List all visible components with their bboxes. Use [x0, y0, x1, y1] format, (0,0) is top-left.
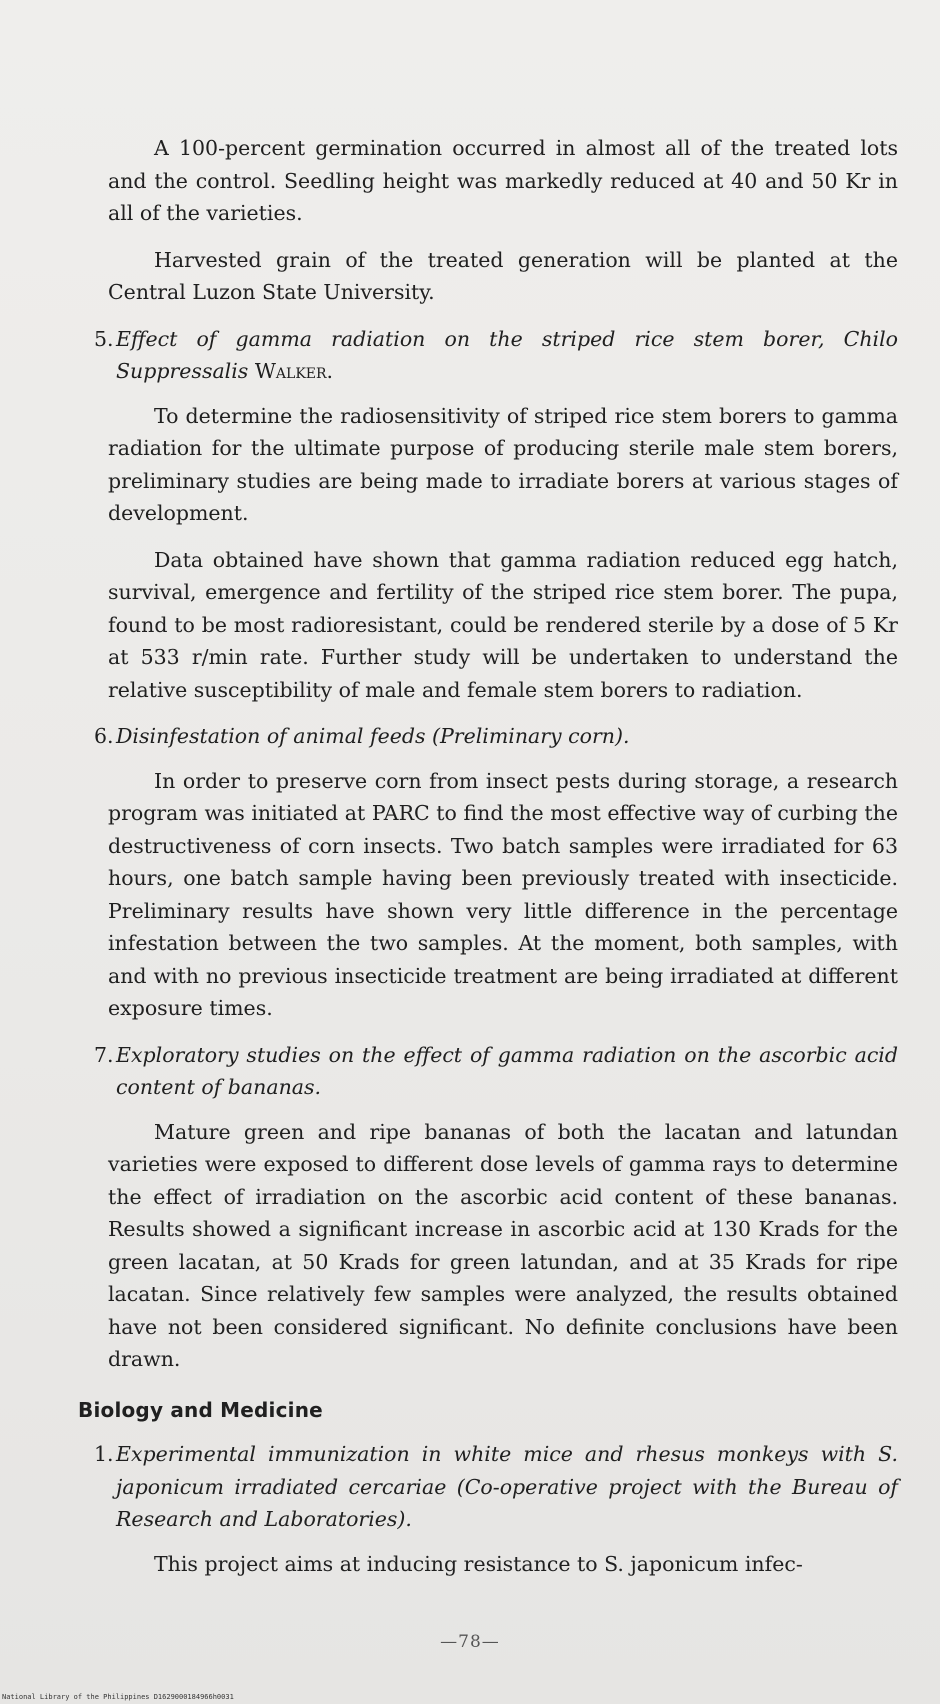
item-title: Effect of gamma radiation on the striped rice stem borer, Chilo Suppressalis Walker.: [116, 326, 898, 383]
list-item-5: [94, 323, 898, 388]
item-number: 5.: [94, 326, 114, 351]
list-item-biology-1: [94, 1438, 898, 1536]
paragraph-project-aims: This project aims at inducing resistance to S. japonicum infec-: [154, 1551, 803, 1576]
paragraph-radiosensitivity: To determine the radiosensitivity of striped rice stem borers to gamma radiation for the ultimate purpose of producing sterile male stem borers, preliminary studies are being made to irradiate borers at various stages of development.: [108, 403, 898, 525]
paragraph-germination: A 100-percent germination occurred in almost all of the treated lots and the control. Seedling height was markedly reduced at 40 and 50 Kr in all of the varieties.: [108, 136, 898, 225]
item-title: Disinfestation of animal feeds (Preliminary corn).: [116, 724, 630, 748]
page-content: [78, 132, 898, 1594]
item-author: Walker.: [254, 359, 334, 383]
paragraph-corn-preservation: In order to preserve corn from insect pests during storage, a research program was initiated at PARC to find the most effective way of curbing the destructiveness of corn insects. Two batch samples were irradiated for 63 hours, one batch sample having been previously treated with insecticide. Preliminary results have shown very little difference in the percentage infestation between the two samples. At the moment, both samples, with and with no previous insecticide treatment are being irradiated at different exposure times.: [108, 768, 898, 1020]
item-number: 6.: [94, 724, 114, 748]
footer-watermark: National Library of the Philippines D1629000184966h0031: [2, 1693, 234, 1701]
item-number: 7.: [94, 1042, 114, 1067]
page-number: —78—: [440, 1632, 500, 1652]
item-title: Experimental immunization in white mice and rhesus monkeys with S. japonicum irradiated cercariae (Co-operative project with the Bureau of Research and Laboratories).: [116, 1442, 898, 1531]
list-item-6: [94, 720, 898, 753]
paragraph-data-obtained: Data obtained have shown that gamma radiation reduced egg hatch, survival, emergence and fertility of the striped rice stem borer. The pupa, found to be most radioresistant, could be rendered sterile by a dose of 5 Kr at 533 r/min rate. Further study will be undertaken to understand the relative susceptibility of male and female stem borers to radiation.: [108, 547, 898, 702]
item-title: Exploratory studies on the effect of gamma radiation on the ascorbic acid content of bananas.: [116, 1042, 898, 1099]
paragraph-bananas: Mature green and ripe bananas of both the lacatan and latundan varieties were exposed to different dose levels of gamma rays to determine the effect of irradiation on the ascorbic acid content of these bananas. Results showed a significant increase in ascorbic acid at 130 Krads for the green lacatan, at 50 Krads for green latundan, and at 35 Krads for ripe lacatan. Since relatively few samples were analyzed, the results obtained have not been considered significant. No definite conclusions have been drawn.: [108, 1119, 898, 1371]
paragraph-harvested-grain: Harvested grain of the treated generation will be planted at the Central Luzon State University.: [108, 247, 898, 304]
list-item-7: [94, 1039, 898, 1104]
item-number: 1.: [94, 1442, 114, 1466]
section-heading: Biology and Medicine: [78, 1397, 323, 1422]
